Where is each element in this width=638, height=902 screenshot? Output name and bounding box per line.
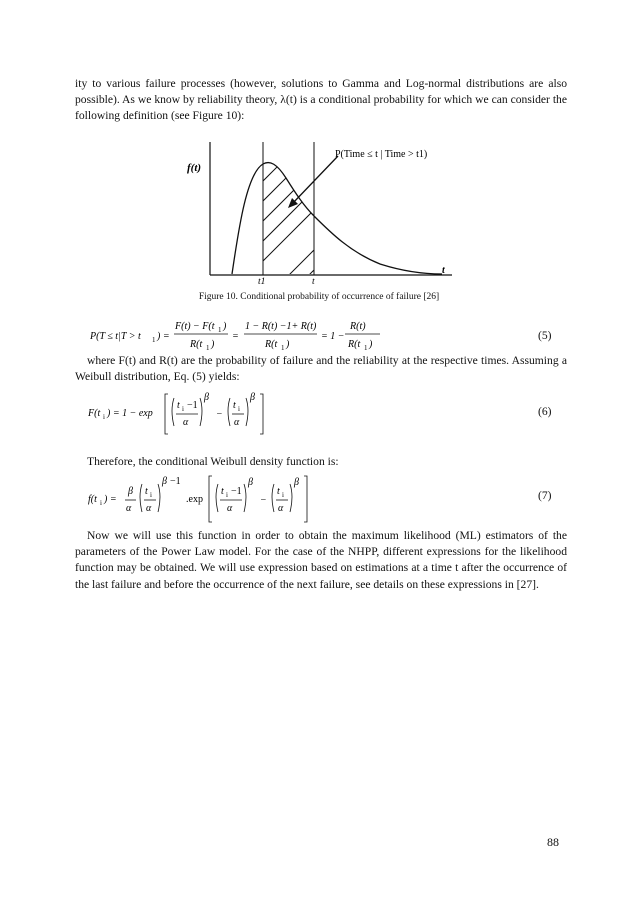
y-axis-label: f(t): [187, 162, 202, 174]
equation-7: [88, 472, 328, 529]
svg-text:R(t): R(t): [350, 321, 366, 332]
svg-text:β: β: [294, 477, 299, 488]
paragraph-weibull: where F(t) and R(t) are the probability of failure and the reliability at the respective times. Assuming a Weibull distribution, Eq. (5) yields:: [75, 354, 567, 384]
svg-text:R(t: R(t: [190, 339, 203, 350]
svg-text:α: α: [278, 503, 284, 514]
figure-10-plot: [180, 134, 465, 294]
svg-text:t: t: [233, 400, 236, 411]
paragraph-intro: ity to various failure processes (however, solutions to Gamma and Log-normal distributions are also possible). As we know by reliability theory, λ(t) is a conditional probability for which we can consider the following definition (see Figure 10):: [75, 77, 567, 123]
svg-text:i: i: [226, 491, 228, 499]
svg-text:= 1 −: = 1 −: [321, 331, 345, 342]
equation-7-number: (7): [538, 489, 552, 502]
equation-6: [88, 388, 288, 443]
svg-text:F(t) − F(t: F(t) − F(t: [175, 321, 215, 332]
svg-text:.exp: .exp: [186, 494, 203, 505]
svg-text:1: 1: [206, 344, 210, 352]
paragraph-likelihood: Now we will use this function in order to obtain the maximum likelihood (ML) estimators of the parameters of the Power Law model. For the case of the NHPP, different expressions for the likelihood function may be obtained. We will use expression based on estimations at a time t after the occurrence of the last failure and before the occurrence of the next failure, see details on these expressions in [27].: [75, 529, 567, 591]
svg-text:i: i: [100, 499, 102, 507]
svg-text:): ): [286, 339, 290, 350]
equation-7-math: [88, 472, 328, 524]
svg-text:t: t: [177, 400, 180, 411]
svg-text:α: α: [234, 417, 240, 428]
paragraph-conditional: Therefore, the conditional Weibull density function is:: [87, 455, 339, 468]
svg-text:β: β: [248, 477, 253, 488]
svg-text:1: 1: [218, 326, 222, 334]
tick-t1: t1: [258, 277, 266, 287]
svg-text:R(t: R(t: [265, 339, 278, 350]
svg-text:): ): [369, 339, 373, 350]
svg-text:) =: ) =: [104, 494, 117, 505]
svg-text:1 − R(t) −1+ R(t): 1 − R(t) −1+ R(t): [245, 321, 317, 332]
svg-text:=: =: [232, 331, 239, 342]
svg-text:P(T ≤ t|T > t: P(T ≤ t|T > t: [90, 331, 141, 342]
x-axis-label: t: [442, 265, 445, 276]
tick-t: t: [312, 277, 315, 287]
svg-text:−1: −1: [187, 400, 198, 411]
svg-text:α: α: [126, 503, 132, 514]
svg-text:i: i: [182, 405, 184, 413]
svg-text:1: 1: [364, 344, 368, 352]
svg-text:): ): [211, 339, 215, 350]
svg-text:1: 1: [152, 336, 156, 344]
equation-5-number: (5): [538, 329, 552, 342]
svg-text:β: β: [162, 476, 167, 487]
svg-text:1: 1: [281, 344, 285, 352]
svg-text:f(t: f(t: [88, 494, 97, 505]
svg-text:β: β: [250, 392, 255, 403]
annotation-label: P(Time ≤ t | Time > t1): [335, 149, 428, 160]
svg-text:−: −: [216, 409, 223, 420]
svg-text:−1: −1: [231, 486, 242, 497]
svg-text:−1: −1: [170, 476, 181, 487]
svg-text:i: i: [282, 491, 284, 499]
svg-text:t: t: [145, 486, 148, 497]
svg-text:β: β: [128, 486, 133, 497]
figure-10: [180, 134, 465, 294]
equation-5-math: [90, 315, 390, 355]
svg-text:β: β: [204, 392, 209, 403]
svg-text:i: i: [150, 491, 152, 499]
equation-6-number: (6): [538, 405, 552, 418]
svg-text:α: α: [183, 417, 189, 428]
svg-text:) =: ) =: [157, 331, 170, 342]
svg-text:t: t: [277, 486, 280, 497]
svg-text:α: α: [146, 503, 152, 514]
equation-6-math: [88, 388, 288, 438]
svg-text:) = 1 − exp: ) = 1 − exp: [107, 408, 153, 419]
svg-text:−: −: [260, 495, 267, 506]
page-number: 88: [547, 835, 559, 849]
svg-text:i: i: [238, 405, 240, 413]
svg-text:R(t: R(t: [348, 339, 361, 350]
svg-text:i: i: [103, 413, 105, 421]
svg-text:F(t: F(t: [88, 408, 101, 419]
svg-text:t: t: [221, 486, 224, 497]
figure-caption: Figure 10. Conditional probability of occurrence of failure [26]: [198, 292, 440, 302]
svg-text:α: α: [227, 503, 233, 514]
annotation-arrow: [292, 156, 338, 204]
svg-text:): ): [223, 321, 227, 332]
